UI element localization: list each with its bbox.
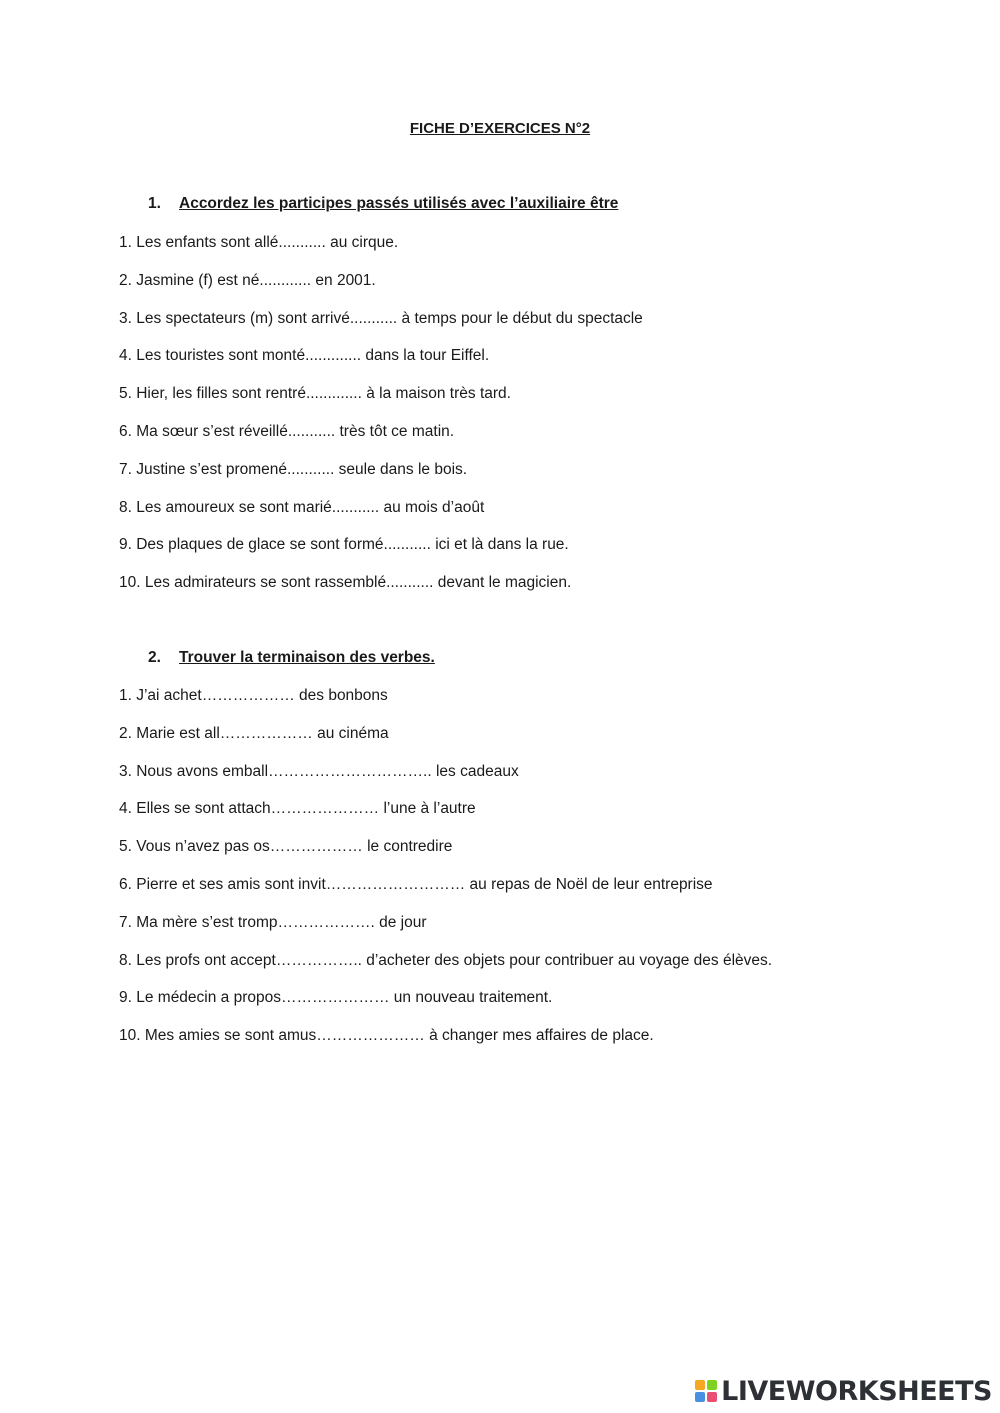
logo-square — [695, 1392, 705, 1402]
exercise-item: 2. Marie est all……………… au cinéma — [119, 724, 389, 742]
exercise-item: 6. Ma sœur s’est réveillé........... très tôt ce matin. — [119, 422, 455, 440]
section-2-title: Trouver la terminaison des verbes. — [179, 649, 435, 666]
logo-squares-icon — [695, 1380, 717, 1402]
exercise-item: 10. Mes amies se sont amus………………… à changer mes affaires de place. — [119, 1027, 654, 1045]
exercise-item: 8. Les profs ont accept…………….. d’acheter des objets pour contribuer au voyage des élèves. — [119, 951, 773, 969]
section-1-heading — [148, 195, 618, 213]
section-1-title: Accordez les participes passés utilisés avec l’auxiliaire être — [179, 195, 619, 212]
exercise-item: 9. Le médecin a propos………………… un nouveau traitement. — [119, 989, 553, 1007]
section-1-exercise-list — [119, 233, 643, 611]
exercise-item: 2. Jasmine (f) est né............ en 2001. — [119, 271, 376, 289]
exercise-item: 7. Ma mère s’est tromp………………. de jour — [119, 913, 427, 931]
exercise-item: 7. Justine s’est promené........... seule dans le bois. — [119, 460, 468, 478]
exercise-item: 9. Des plaques de glace se sont formé........... ici et là dans la rue. — [119, 536, 569, 554]
exercise-item: 3. Les spectateurs (m) sont arrivé........... à temps pour le début du spectacle — [119, 309, 643, 327]
exercise-item: 8. Les amoureux se sont marié........... au mois d’août — [119, 498, 485, 516]
exercise-item: 3. Nous avons emball………………………….. les cadeaux — [119, 762, 519, 780]
exercise-item: 5. Vous n’avez pas os……………… le contredire — [119, 838, 453, 856]
logo-square — [695, 1380, 705, 1390]
exercise-item: 1. J’ai achet……………… des bonbons — [119, 687, 388, 704]
liveworksheets-logo — [695, 1375, 992, 1407]
exercise-item: 5. Hier, les filles sont rentré............. à la maison très tard. — [119, 385, 511, 403]
section-2-number: 2. — [148, 649, 161, 666]
logo-square — [707, 1392, 717, 1402]
section-1-number: 1. — [148, 195, 161, 212]
exercise-item: 4. Les touristes sont monté............. dans la tour Eiffel. — [119, 347, 490, 365]
exercise-item: 6. Pierre et ses amis sont invit……………………… au repas de Noël de leur entreprise — [119, 875, 713, 893]
section-2-heading — [148, 649, 435, 667]
exercise-item: 10. Les admirateurs se sont rassemblé........... devant le magicien. — [119, 574, 572, 592]
page-title: FICHE D’EXERCICES N°2 — [409, 120, 591, 137]
section-2-exercise-list — [119, 686, 772, 1064]
logo-text: LIVEWORKSHEETS — [721, 1375, 992, 1407]
logo-square — [707, 1380, 717, 1390]
exercise-item: 4. Elles se sont attach………………… l’une à l’autre — [119, 800, 476, 818]
exercise-item: 1. Les enfants sont allé........... au cirque. — [119, 234, 399, 251]
